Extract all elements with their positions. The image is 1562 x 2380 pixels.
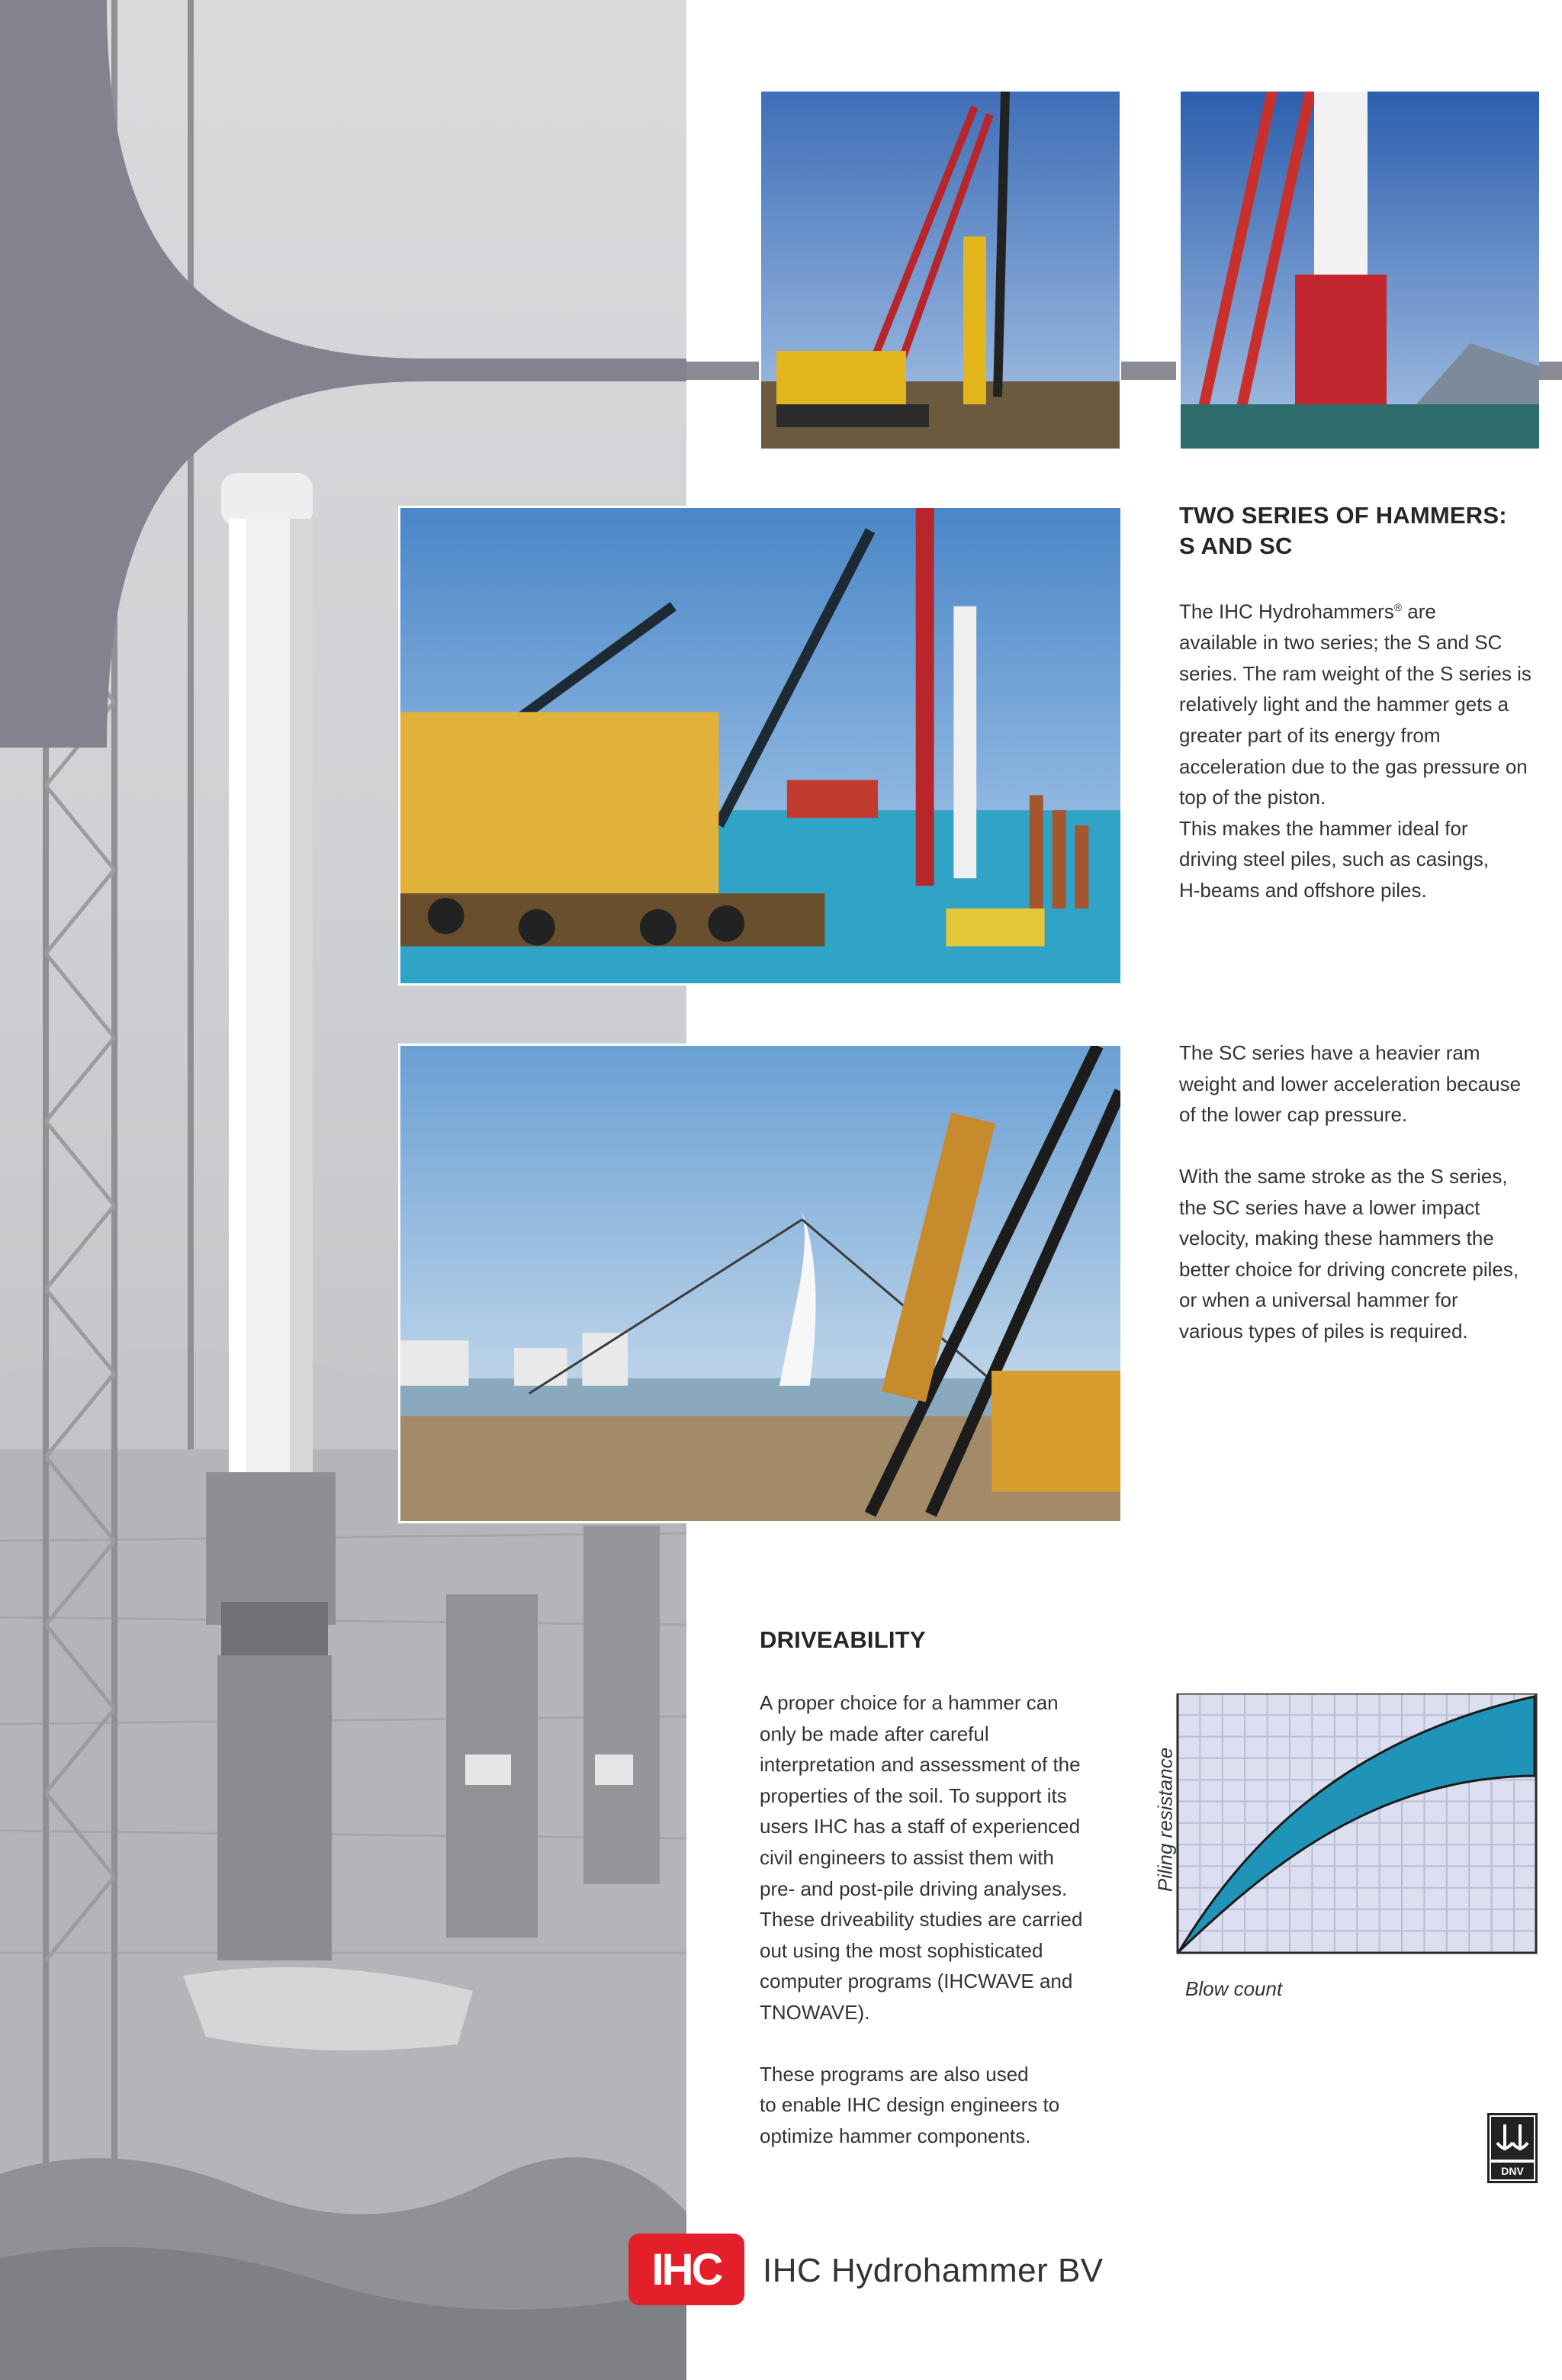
- section-heading-line1: TWO SERIES OF HAMMERS:: [1179, 502, 1507, 529]
- section-heading-line2: S AND SC: [1179, 532, 1293, 559]
- driveability-paragraph: A proper choice for a hammer can only be made after careful interpretation and assessment of the properties of the soil. To support its users IHC has a staff of experienced civil engineers to assist them with pre- and post-pile driving analyses. These driveability studies are carried out using the most sophisticated computer programs (IHCWAVE and TNOWAVE).: [760, 1691, 1083, 2024]
- connector-bar: [686, 362, 759, 380]
- paragraph-text: are available in two series; the S and SC series. The ram weight of the S series is relatively light and the hammer gets a greater part of its energy from acceleration due to the gas pressure on top of the piston. This makes the hammer ideal for driving steel piles, such as casings, H-beams and offshore piles.: [1179, 600, 1531, 902]
- dnv-certification-logo: [1487, 2113, 1538, 2183]
- connector-bar: [1538, 362, 1562, 380]
- section-hammer-series: [1179, 500, 1545, 906]
- photo-bridge-hammer: [398, 1044, 1123, 1523]
- photo-red-crane: [1181, 92, 1539, 449]
- ihc-logo: [628, 2234, 744, 2305]
- photo-crawler-crane: [761, 92, 1120, 449]
- y-axis-label: Piling resistance: [1153, 1747, 1177, 1893]
- ihc-logo-text: IHC: [651, 2244, 722, 2295]
- connector-bar: [1121, 362, 1176, 380]
- piling-resistance-graph: [1144, 1693, 1541, 2014]
- x-axis-label: Blow count: [1185, 1977, 1283, 2000]
- programs-paragraph: These programs are also used to enable IHC design engineers to optimize hammer components.: [760, 2062, 1060, 2147]
- series-description-paragraph: [1179, 592, 1545, 906]
- anchor-icon: [1490, 2115, 1535, 2161]
- section-driveability: [760, 1625, 1156, 2151]
- sc-series-paragraph: The SC series have a heavier ram weight and lower acceleration because of the lower cap pressure.: [1179, 1041, 1522, 1127]
- photo-barge-crane: [398, 506, 1123, 986]
- dnv-text: DNV: [1491, 2163, 1534, 2179]
- registered-mark: ®: [1393, 601, 1403, 613]
- sc-series-impact-paragraph: With the same stroke as the S series, the SC series have a lower impact velocity, making these hammers the better choice for driving concrete piles, or when a universal hammer for various types of piles is required.: [1179, 1165, 1519, 1343]
- paragraph-text: The IHC Hydrohammers: [1179, 600, 1394, 623]
- driveability-diagram: [1144, 1693, 1541, 2014]
- driveability-heading: DRIVEABILITY: [760, 1626, 926, 1653]
- company-name: IHC Hydrohammer BV: [763, 2252, 1104, 2289]
